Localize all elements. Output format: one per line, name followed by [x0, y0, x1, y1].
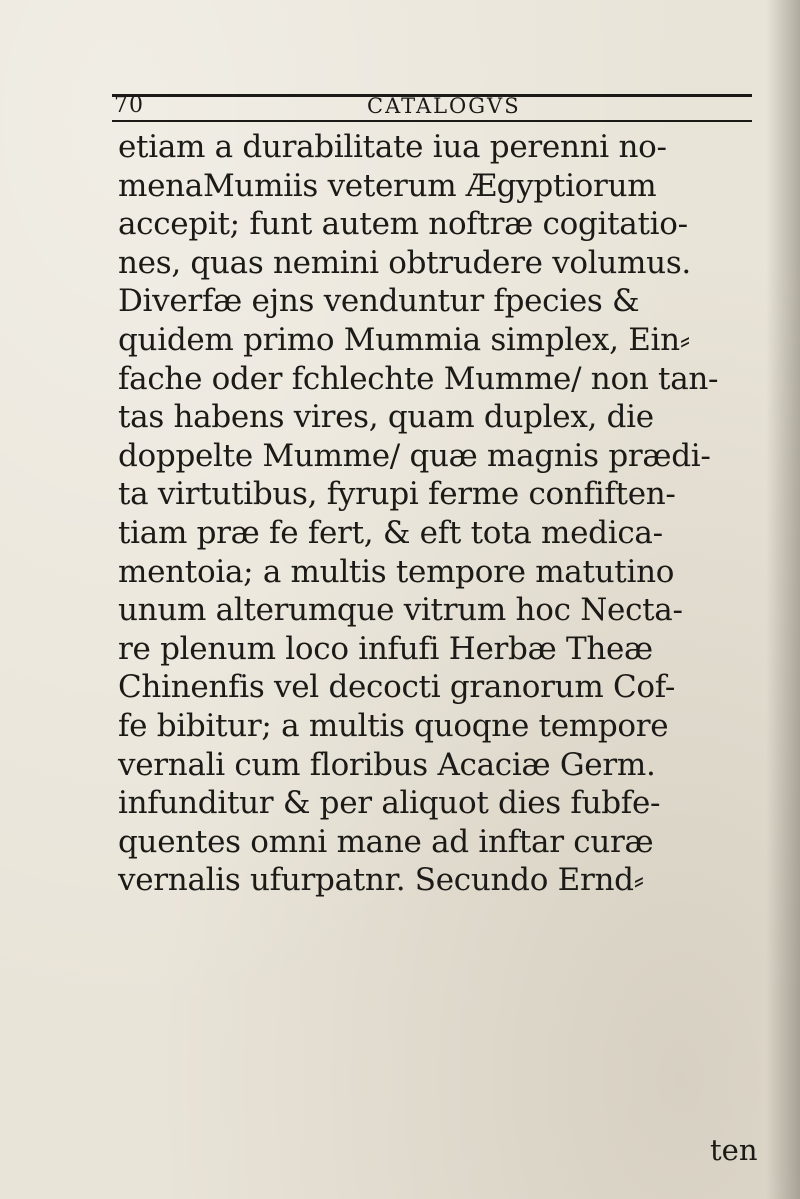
text-line: nes, quas nemini obtrudere volumus. — [118, 244, 691, 281]
text-line: Chinenfis vel decocti granorum Cof- — [118, 669, 675, 706]
text-line: mentoia; a multis tempore matutino — [118, 553, 675, 590]
text-line: vernalis ufurpatnr. Secundo Ernd⸗ — [118, 862, 644, 899]
text-line: ta virtutibus, fyrupi ferme confiften- — [118, 476, 676, 513]
body-text — [118, 128, 768, 900]
page-edge-shadow — [766, 0, 800, 1199]
text-line: quentes omni mane ad inftar curæ — [118, 823, 654, 860]
running-head — [112, 80, 752, 122]
text-line: quidem primo Mummia simplex, Ein⸗ — [118, 321, 690, 358]
text-line: Diverfæ ejns venduntur fpecies & — [118, 283, 640, 320]
text-line: vernali cum floribus Acaciæ Germ. — [118, 746, 656, 783]
catchword: ten — [710, 1133, 758, 1167]
text-line: tiam præ fe fert, & eft tota medica- — [118, 514, 663, 551]
text-line: unum alterumque vitrum hoc Necta- — [118, 592, 683, 629]
text-line: etiam a durabilitate iua perenni no- — [118, 129, 667, 165]
text-line: doppelte Mumme/ quæ magnis prædi- — [118, 437, 711, 474]
text-line: infunditur & per aliquot dies fubfe- — [118, 785, 661, 822]
text-line: menaMumiis veterum Ægyptiorum — [118, 167, 657, 204]
text-line: tas habens vires, quam duplex, die — [118, 399, 654, 436]
text-line: re plenum loco infufi Herbæ Theæ — [118, 630, 653, 667]
text-line: fe bibitur; a multis quoqne tempore — [118, 707, 669, 744]
text-line: accepit; funt autem noftræ cogitatio- — [118, 206, 688, 243]
header-rule-bottom — [112, 120, 752, 122]
page-number: 70 — [114, 93, 144, 118]
running-title: CATALOGVS — [367, 94, 521, 118]
text-line: fache oder fchlechte Mumme/ non tan- — [118, 360, 719, 397]
